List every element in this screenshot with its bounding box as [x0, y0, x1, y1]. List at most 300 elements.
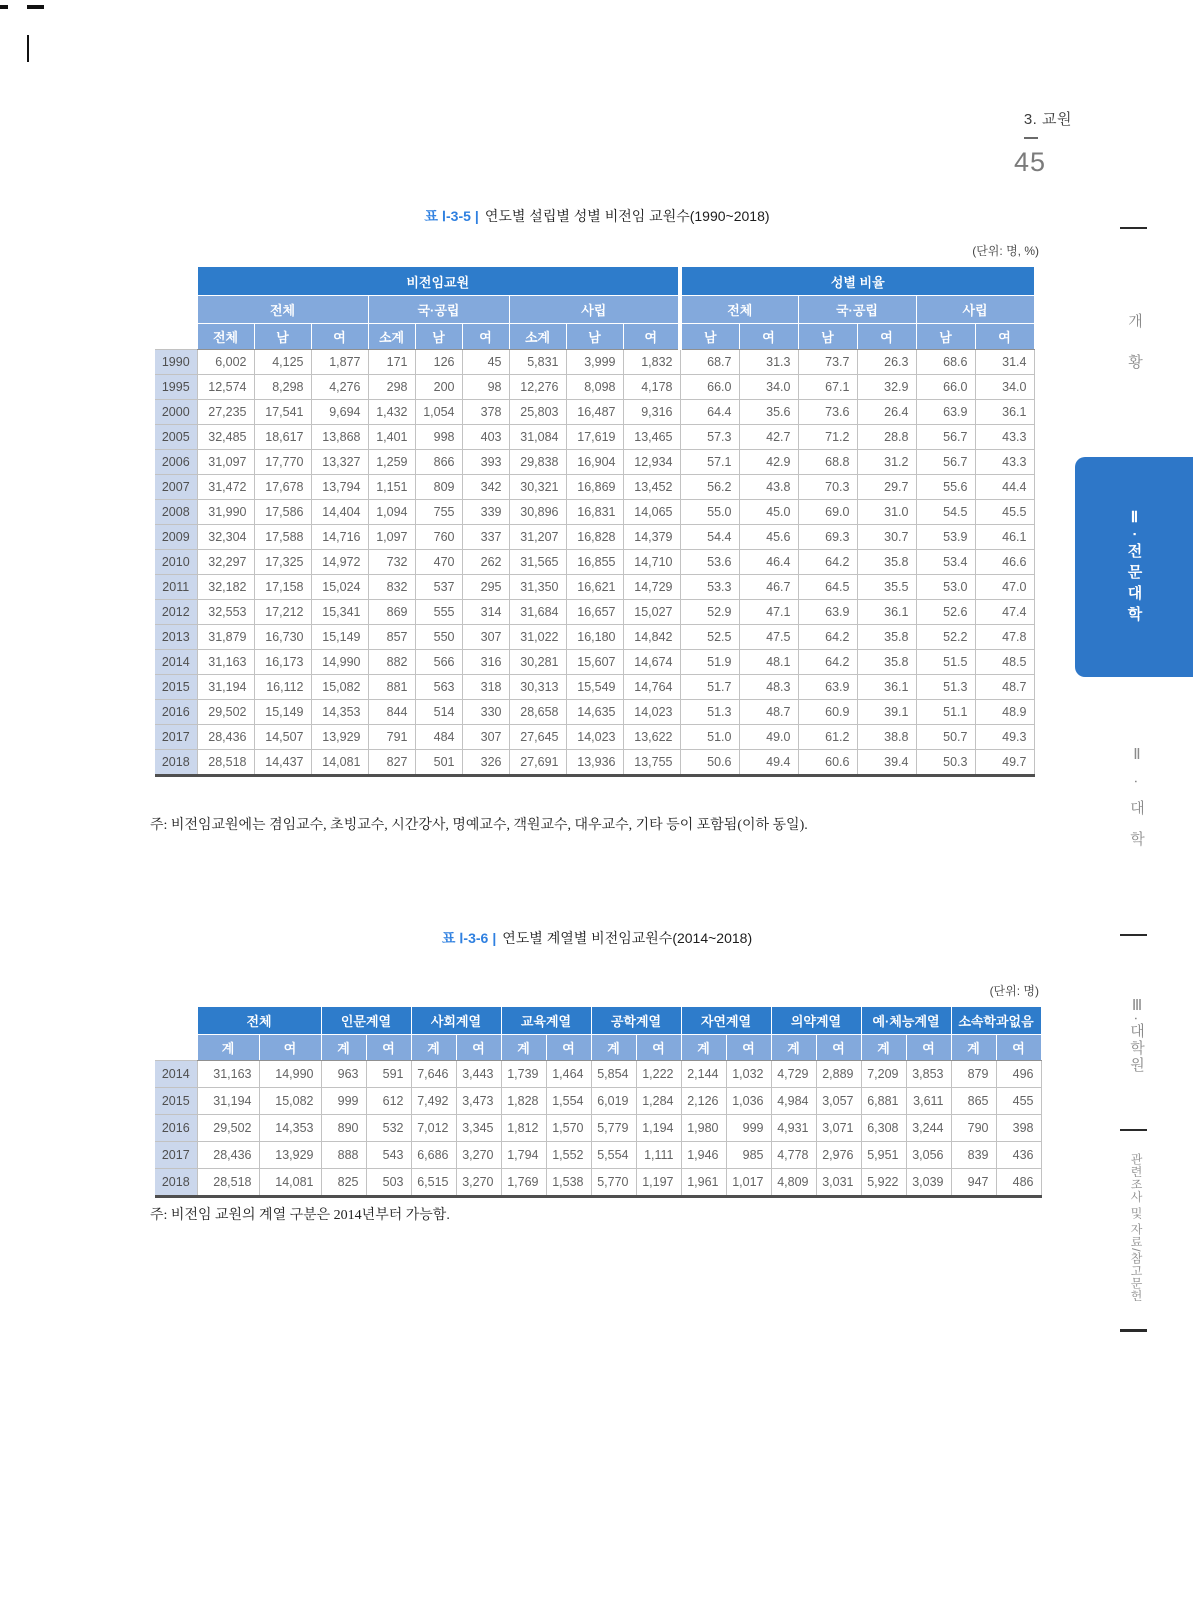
data-cell: 403 [462, 425, 509, 450]
data-cell: 39.4 [857, 750, 916, 776]
column-header: 여 [857, 324, 916, 350]
data-cell: 53.6 [680, 550, 739, 575]
subgroup-header: 전체 [680, 296, 798, 324]
data-cell: 4,931 [771, 1115, 816, 1142]
year-cell: 2006 [155, 450, 197, 475]
data-cell: 1,094 [368, 500, 415, 525]
data-cell: 1,538 [546, 1169, 591, 1197]
data-cell: 29.7 [857, 475, 916, 500]
data-cell: 537 [415, 575, 462, 600]
data-cell: 1,794 [501, 1142, 546, 1169]
data-cell: 18,617 [254, 425, 311, 450]
year-cell: 2016 [155, 1115, 197, 1142]
data-cell: 48.7 [739, 700, 798, 725]
data-cell: 17,158 [254, 575, 311, 600]
data-cell: 31,163 [197, 650, 254, 675]
data-cell: 14,353 [311, 700, 368, 725]
data-cell: 17,678 [254, 475, 311, 500]
data-cell: 45.5 [975, 500, 1034, 525]
data-cell: 436 [996, 1142, 1041, 1169]
column-header: 계 [197, 1035, 259, 1061]
data-cell: 298 [368, 375, 415, 400]
data-cell: 66.0 [916, 375, 975, 400]
data-cell: 963 [321, 1061, 366, 1088]
year-cell: 2008 [155, 500, 197, 525]
data-cell: 1,197 [636, 1169, 681, 1197]
data-cell: 5,951 [861, 1142, 906, 1169]
data-cell: 17,212 [254, 600, 311, 625]
data-cell: 591 [366, 1061, 411, 1088]
table-row [155, 375, 1034, 400]
data-cell: 5,922 [861, 1169, 906, 1197]
column-header: 남 [916, 324, 975, 350]
table-row [155, 600, 1034, 625]
data-cell: 832 [368, 575, 415, 600]
column-header: 여 [456, 1035, 501, 1061]
data-cell: 378 [462, 400, 509, 425]
data-cell: 36.1 [857, 675, 916, 700]
sidebar-tab-label: Ⅱ·전문대학 [1125, 507, 1143, 627]
data-cell: 15,027 [623, 600, 680, 625]
column-header: 여 [816, 1035, 861, 1061]
data-cell: 63.9 [798, 675, 857, 700]
data-cell: 32.9 [857, 375, 916, 400]
data-cell: 550 [415, 625, 462, 650]
data-cell: 54.4 [680, 525, 739, 550]
year-cell: 2018 [155, 1169, 197, 1197]
data-cell: 882 [368, 650, 415, 675]
data-cell: 28,436 [197, 725, 254, 750]
column-header: 여 [259, 1035, 321, 1061]
year-cell: 2016 [155, 700, 197, 725]
data-cell: 998 [415, 425, 462, 450]
year-cell: 2005 [155, 425, 197, 450]
data-cell: 15,149 [311, 625, 368, 650]
data-cell: 17,770 [254, 450, 311, 475]
data-cell: 29,502 [197, 700, 254, 725]
data-cell: 15,082 [259, 1088, 321, 1115]
subgroup-header: 국·공립 [798, 296, 916, 324]
year-cell: 2017 [155, 725, 197, 750]
data-cell: 13,794 [311, 475, 368, 500]
year-cell: 2018 [155, 750, 197, 776]
data-cell: 49.4 [739, 750, 798, 776]
data-cell: 13,622 [623, 725, 680, 750]
data-cell: 393 [462, 450, 509, 475]
column-header: 남 [566, 324, 623, 350]
data-cell: 31,350 [509, 575, 566, 600]
data-cell: 27,691 [509, 750, 566, 776]
data-cell: 48.5 [975, 650, 1034, 675]
data-cell: 316 [462, 650, 509, 675]
column-header: 여 [906, 1035, 951, 1061]
data-cell: 484 [415, 725, 462, 750]
data-cell: 51.3 [680, 700, 739, 725]
data-cell: 53.0 [916, 575, 975, 600]
data-cell: 881 [368, 675, 415, 700]
data-cell: 15,549 [566, 675, 623, 700]
data-cell: 70.3 [798, 475, 857, 500]
data-cell: 5,831 [509, 350, 566, 375]
sidebar-separator [1120, 1329, 1147, 1332]
data-cell: 64.2 [798, 625, 857, 650]
data-cell: 14,764 [623, 675, 680, 700]
data-cell: 1,194 [636, 1115, 681, 1142]
data-cell: 14,023 [623, 700, 680, 725]
table2-title: 연도별 계열별 비전임교원수(2014~2018) [502, 930, 753, 946]
group-header: 예·체능계열 [861, 1007, 951, 1035]
data-cell: 31,194 [197, 675, 254, 700]
data-cell: 1,570 [546, 1115, 591, 1142]
data-cell: 171 [368, 350, 415, 375]
data-cell: 1,946 [681, 1142, 726, 1169]
data-cell: 790 [951, 1115, 996, 1142]
data-cell: 31.0 [857, 500, 916, 525]
data-cell: 1,259 [368, 450, 415, 475]
year-cell: 1990 [155, 350, 197, 375]
table-row [155, 650, 1034, 675]
data-cell: 486 [996, 1169, 1041, 1197]
column-header: 남 [680, 324, 739, 350]
data-cell: 56.7 [916, 425, 975, 450]
data-cell: 31,684 [509, 600, 566, 625]
group-header: 사회계열 [411, 1007, 501, 1035]
data-cell: 56.7 [916, 450, 975, 475]
year-cell: 2017 [155, 1142, 197, 1169]
data-cell: 866 [415, 450, 462, 475]
data-cell: 30,321 [509, 475, 566, 500]
data-cell: 1,432 [368, 400, 415, 425]
sidebar-separator [1120, 934, 1147, 936]
data-cell: 6,019 [591, 1088, 636, 1115]
data-cell: 3,071 [816, 1115, 861, 1142]
table-row [155, 400, 1034, 425]
data-cell: 13,929 [311, 725, 368, 750]
data-cell: 52.5 [680, 625, 739, 650]
table-faculty-by-field [155, 1006, 1042, 1198]
data-cell: 857 [368, 625, 415, 650]
data-cell: 5,779 [591, 1115, 636, 1142]
data-cell: 48.9 [975, 700, 1034, 725]
data-cell: 47.5 [739, 625, 798, 650]
group-header: 자연계열 [681, 1007, 771, 1035]
column-header: 계 [591, 1035, 636, 1061]
data-cell: 28,436 [197, 1142, 259, 1169]
table2-caption [155, 928, 1039, 948]
data-cell: 501 [415, 750, 462, 776]
data-cell: 64.2 [798, 550, 857, 575]
column-header: 여 [975, 324, 1034, 350]
data-cell: 55.6 [916, 475, 975, 500]
column-header: 여 [996, 1035, 1041, 1061]
data-cell: 26.4 [857, 400, 916, 425]
data-cell: 71.2 [798, 425, 857, 450]
data-cell: 1,054 [415, 400, 462, 425]
data-cell: 339 [462, 500, 509, 525]
crop-mark-top-left-horizontal [0, 5, 8, 9]
data-cell: 46.1 [975, 525, 1034, 550]
data-cell: 5,554 [591, 1142, 636, 1169]
data-cell: 54.5 [916, 500, 975, 525]
data-cell: 1,739 [501, 1061, 546, 1088]
data-cell: 3,270 [456, 1142, 501, 1169]
data-cell: 1,222 [636, 1061, 681, 1088]
sidebar-item-university[interactable]: Ⅱ·대학 [1128, 745, 1145, 862]
data-cell: 342 [462, 475, 509, 500]
table-row [155, 475, 1034, 500]
data-cell: 17,325 [254, 550, 311, 575]
page-header [952, 108, 1072, 178]
data-cell: 34.0 [975, 375, 1034, 400]
data-cell: 14,729 [623, 575, 680, 600]
data-cell: 13,868 [311, 425, 368, 450]
data-cell: 3,473 [456, 1088, 501, 1115]
data-cell: 35.8 [857, 625, 916, 650]
data-cell: 32,297 [197, 550, 254, 575]
year-cell: 2010 [155, 550, 197, 575]
table2-note: 주: 비전임 교원의 계열 구분은 2014년부터 가능함. [150, 1208, 450, 1223]
data-cell: 31,990 [197, 500, 254, 525]
data-cell: 2,126 [681, 1088, 726, 1115]
column-header: 계 [411, 1035, 456, 1061]
data-cell: 16,869 [566, 475, 623, 500]
data-cell: 16,621 [566, 575, 623, 600]
group-header: 인문계열 [321, 1007, 411, 1035]
data-cell: 865 [951, 1088, 996, 1115]
sidebar-item-graduate-school[interactable]: Ⅲ·대학원 [1128, 996, 1145, 1074]
sidebar-separator [1120, 227, 1147, 229]
data-cell: 73.6 [798, 400, 857, 425]
data-cell: 1,980 [681, 1115, 726, 1142]
subgroup-header: 사립 [916, 296, 1034, 324]
data-cell: 809 [415, 475, 462, 500]
table2-corner [155, 1007, 197, 1061]
table1-caption-separator: | [474, 208, 479, 224]
data-cell: 470 [415, 550, 462, 575]
data-cell: 791 [368, 725, 415, 750]
data-cell: 1,151 [368, 475, 415, 500]
data-cell: 30.7 [857, 525, 916, 550]
data-cell: 26.3 [857, 350, 916, 375]
column-header: 여 [311, 324, 368, 350]
column-header: 계 [861, 1035, 906, 1061]
data-cell: 14,437 [254, 750, 311, 776]
data-cell: 16,657 [566, 600, 623, 625]
table1-caption [155, 206, 1039, 226]
data-cell: 50.3 [916, 750, 975, 776]
data-cell: 53.9 [916, 525, 975, 550]
data-cell: 14,353 [259, 1115, 321, 1142]
data-cell: 64.4 [680, 400, 739, 425]
data-cell: 314 [462, 600, 509, 625]
data-cell: 4,276 [311, 375, 368, 400]
table-row [155, 1088, 1041, 1115]
data-cell: 825 [321, 1169, 366, 1197]
data-cell: 3,057 [816, 1088, 861, 1115]
data-cell: 15,024 [311, 575, 368, 600]
data-cell: 49.0 [739, 725, 798, 750]
data-cell: 7,012 [411, 1115, 456, 1142]
data-cell: 68.7 [680, 350, 739, 375]
table1-unit: (단위: 명, %) [972, 244, 1039, 258]
data-cell: 14,674 [623, 650, 680, 675]
data-cell: 14,635 [566, 700, 623, 725]
data-cell: 98 [462, 375, 509, 400]
sidebar-tab-junior-college-active[interactable] [1075, 457, 1193, 677]
data-cell: 879 [951, 1061, 996, 1088]
data-cell: 888 [321, 1142, 366, 1169]
data-cell: 60.6 [798, 750, 857, 776]
data-cell: 3,031 [816, 1169, 861, 1197]
data-cell: 32,304 [197, 525, 254, 550]
data-cell: 50.7 [916, 725, 975, 750]
table-row [155, 750, 1034, 776]
data-cell: 31,879 [197, 625, 254, 650]
section-label: 3. 교원 [1023, 111, 1072, 128]
data-cell: 51.7 [680, 675, 739, 700]
data-cell: 503 [366, 1169, 411, 1197]
data-cell: 43.3 [975, 450, 1034, 475]
table-faculty-by-year-gender [155, 266, 1035, 777]
data-cell: 985 [726, 1142, 771, 1169]
column-header: 여 [739, 324, 798, 350]
data-cell: 13,327 [311, 450, 368, 475]
data-cell: 612 [366, 1088, 411, 1115]
column-header: 여 [636, 1035, 681, 1061]
group-header: 성별 비율 [680, 267, 1034, 296]
data-cell: 51.5 [916, 650, 975, 675]
year-cell: 2013 [155, 625, 197, 650]
data-cell: 46.6 [975, 550, 1034, 575]
data-cell: 12,276 [509, 375, 566, 400]
table2-id: 표 Ⅰ-3-6 [441, 930, 489, 946]
data-cell: 1,832 [623, 350, 680, 375]
data-cell: 16,828 [566, 525, 623, 550]
column-header: 여 [546, 1035, 591, 1061]
data-cell: 51.9 [680, 650, 739, 675]
data-cell: 66.0 [680, 375, 739, 400]
data-cell: 35.8 [857, 550, 916, 575]
year-cell: 2011 [155, 575, 197, 600]
data-cell: 543 [366, 1142, 411, 1169]
data-cell: 5,770 [591, 1169, 636, 1197]
data-cell: 6,686 [411, 1142, 456, 1169]
sidebar-item-overview[interactable]: 개황 [1126, 313, 1143, 395]
data-cell: 9,316 [623, 400, 680, 425]
data-cell: 53.3 [680, 575, 739, 600]
data-cell: 17,588 [254, 525, 311, 550]
data-cell: 14,023 [566, 725, 623, 750]
data-cell: 51.3 [916, 675, 975, 700]
data-cell: 17,541 [254, 400, 311, 425]
data-cell: 16,112 [254, 675, 311, 700]
data-cell: 35.6 [739, 400, 798, 425]
data-cell: 16,904 [566, 450, 623, 475]
year-cell: 2009 [155, 525, 197, 550]
data-cell: 5,854 [591, 1061, 636, 1088]
year-cell: 2012 [155, 600, 197, 625]
data-cell: 42.9 [739, 450, 798, 475]
table-row [155, 350, 1034, 375]
table-row [155, 1142, 1041, 1169]
data-cell: 6,881 [861, 1088, 906, 1115]
data-cell: 890 [321, 1115, 366, 1142]
data-cell: 4,178 [623, 375, 680, 400]
data-cell: 57.3 [680, 425, 739, 450]
data-cell: 47.4 [975, 600, 1034, 625]
table2-unit: (단위: 명) [989, 984, 1039, 998]
data-cell: 51.0 [680, 725, 739, 750]
data-cell: 30,896 [509, 500, 566, 525]
column-header: 남 [254, 324, 311, 350]
data-cell: 52.6 [916, 600, 975, 625]
table-row [155, 425, 1034, 450]
data-cell: 295 [462, 575, 509, 600]
table2-caption-separator: | [492, 930, 497, 946]
data-cell: 31.3 [739, 350, 798, 375]
data-cell: 57.1 [680, 450, 739, 475]
data-cell: 48.3 [739, 675, 798, 700]
data-cell: 3,443 [456, 1061, 501, 1088]
group-header: 공학계열 [591, 1007, 681, 1035]
data-cell: 31,084 [509, 425, 566, 450]
column-header: 계 [951, 1035, 996, 1061]
data-cell: 7,492 [411, 1088, 456, 1115]
data-cell: 1,828 [501, 1088, 546, 1115]
data-cell: 63.9 [798, 600, 857, 625]
data-cell: 7,209 [861, 1061, 906, 1088]
data-cell: 68.8 [798, 450, 857, 475]
data-cell: 28,658 [509, 700, 566, 725]
table-row [155, 625, 1034, 650]
group-header: 의약계열 [771, 1007, 861, 1035]
data-cell: 16,730 [254, 625, 311, 650]
data-cell: 563 [415, 675, 462, 700]
data-cell: 34.0 [739, 375, 798, 400]
data-cell: 318 [462, 675, 509, 700]
data-cell: 3,611 [906, 1088, 951, 1115]
table1-id: 표 Ⅰ-3-5 [424, 208, 471, 224]
column-header: 여 [623, 324, 680, 350]
data-cell: 262 [462, 550, 509, 575]
data-cell: 200 [415, 375, 462, 400]
sidebar-item-references[interactable]: 관련조사 및 자료/참고문헌 [1129, 1153, 1143, 1303]
data-cell: 45 [462, 350, 509, 375]
data-cell: 9,694 [311, 400, 368, 425]
data-cell: 51.1 [916, 700, 975, 725]
data-cell: 68.6 [916, 350, 975, 375]
data-cell: 13,929 [259, 1142, 321, 1169]
data-cell: 64.2 [798, 650, 857, 675]
data-cell: 839 [951, 1142, 996, 1169]
data-cell: 31,163 [197, 1061, 259, 1088]
column-header: 계 [771, 1035, 816, 1061]
data-cell: 14,404 [311, 500, 368, 525]
data-cell: 43.8 [739, 475, 798, 500]
data-cell: 827 [368, 750, 415, 776]
data-cell: 29,502 [197, 1115, 259, 1142]
data-cell: 32,182 [197, 575, 254, 600]
data-cell: 31,194 [197, 1088, 259, 1115]
data-cell: 15,607 [566, 650, 623, 675]
data-cell: 28,518 [197, 1169, 259, 1197]
data-cell: 14,710 [623, 550, 680, 575]
data-cell: 1,877 [311, 350, 368, 375]
data-cell: 126 [415, 350, 462, 375]
table1-note: 주: 비전임교원에는 겸임교수, 초빙교수, 시간강사, 명예교수, 객원교수, 대우교수, 기타 등이 포함됨(이하 동일). [150, 818, 808, 833]
data-cell: 3,853 [906, 1061, 951, 1088]
column-header: 여 [462, 324, 509, 350]
